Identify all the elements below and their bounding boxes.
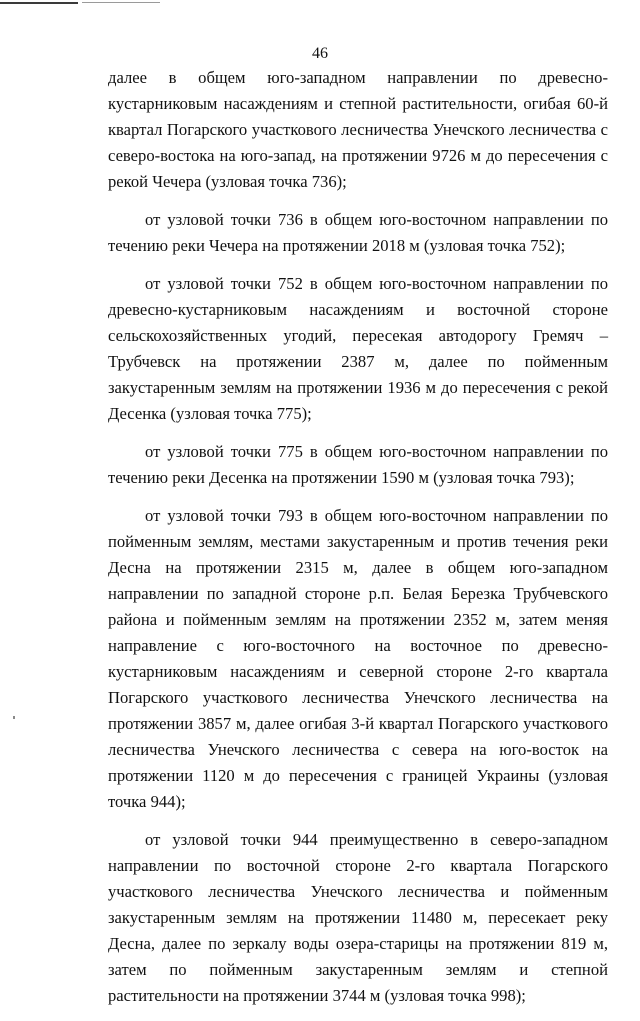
paragraph-node-793: от узловой точки 793 в общем юго-восточном направлении по пойменным землям, местами закустаренным и против течения реки Десна на протяжении 2315 м, далее в общем юго-западном направлении по западной стороне р.п. Белая Березка Трубчевского района и пойменным землям на протяжении 2352 м, затем меняя направление с юго-восточного на восточное по древесно-кустарниковым насаждениям и северной стороне 2-го квартала Погарского участкового лесничества Унечского лесничества на протяжении 3857 м, далее огибая 3-й квартал Погарского участкового лесничества Унечского лесничества с севера на юго-восток на протяжении 1120 м до пересечения с границей Украины (узловая точка 944);	[108, 506, 608, 811]
paragraph-node-736: от узловой точки 736 в общем юго-восточном направлении по течению реки Чечера на протяжении 2018 м (узловая точка 752);	[108, 210, 608, 255]
scan-edge-line-faint	[82, 2, 160, 3]
paragraph-node-775: от узловой точки 775 в общем юго-восточном направлении по течению реки Десенка на протяжении 1590 м (узловая точка 793);	[108, 442, 608, 487]
scan-edge-line	[0, 2, 78, 4]
paragraph-continuation: далее в общем юго-западном направлении по древесно-кустарниковым насаждениям и степной растительности, огибая 60-й квартал Погарского участкового лесничества Унечского лесничества с северо-востока на юго-запад, на протяжении 9726 м до пересечения с рекой Чечера (узловая точка 736);	[108, 68, 608, 191]
scan-speck	[13, 716, 15, 719]
document-body	[108, 65, 608, 1021]
paragraph-node-944: от узловой точки 944 преимущественно в северо-западном направлении по восточной стороне 2-го квартала Погарского участкового лесничества Унечского лесничества и пойменным закустаренным землям на протяжении 11480 м, пересекает реку Десна, далее по зеркалу воды озера-старицы на протяжении 819 м, затем по пойменным закустаренным землям и степной растительности на протяжении 3744 м (узловая точка 998);	[108, 830, 608, 1005]
paragraph-node-752: от узловой точки 752 в общем юго-восточном направлении по древесно-кустарниковым насаждениям и восточной стороне сельскохозяйственных угодий, пересекая автодорогу Гремяч – Трубчевск на протяжении 2387 м, далее по пойменным закустаренным землям на протяжении 1936 м до пересечения с рекой Десенка (узловая точка 775);	[108, 274, 608, 423]
page-number: 46	[312, 45, 328, 62]
